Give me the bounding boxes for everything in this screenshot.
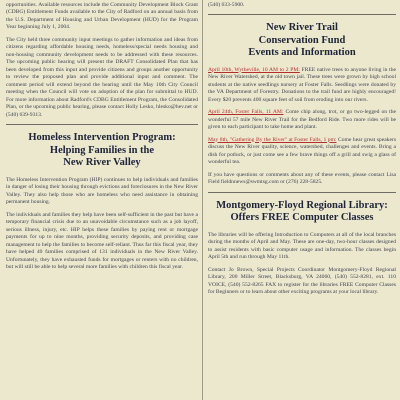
section-divider [208, 14, 396, 15]
event-trail-ride [208, 109, 396, 132]
intro-paragraph: opportunities. Available resources include the Community Development Block Grant (CDBG) Entitlement Funds available to the City of Radford on an annual basis from the U.S. Department of Housing and Urban Development (HUD) for the Program Year beginning July 1, 2004. [6, 1, 198, 30]
right-column [208, 0, 396, 400]
event-3-date: May 8th, "Gathering By the River" at Foster Falls, 1 pm: [208, 136, 337, 143]
trail-heading-line-1: New River Trail [266, 22, 338, 33]
trail-heading-line-3: Events and Information [248, 47, 356, 58]
hip-overview-paragraph: The Homeless Intervention Program (HIP) continues to help individuals and families in danger of losing their housing through evictions and foreclosures in the New River Valley. They also help those who are homeless who need assistance in obtaining permanent housing. [6, 176, 198, 205]
homeless-heading-line-3: New River Valley [63, 157, 141, 168]
event-1-text: FREE native trees to anyone living in the New River Watershed, at the old town jail. These trees were grown by high school students at the native seedlings nursery at Foster Falls. Seedlings were donated by the VA Department of Forestry. Donations to the trail fund are highly encouraged! Every $20 prevents 400 square feet of soil from eroding into our rivers. [208, 66, 396, 103]
library-heading-line-1: Montgomery-Floyd Regional Library: [216, 199, 388, 211]
library-classes-paragraph: The libraries will be offering Introduction to Computers at all of the local branches during the months of April and May. These are one-day, two-hour classes designed to assist residents with basic computer usage and information. The classes begin April 5th and run through May 11th. [208, 231, 396, 260]
event-1-date: April 10th, Wytheville, 10 AM to 2 PM: [208, 66, 300, 73]
section-divider [208, 192, 396, 193]
homeless-heading-line-2: Helping Families in the [49, 144, 155, 156]
hip-contact-fragment: (540) 633-5900. [208, 1, 245, 8]
homeless-heading-line-1: Homeless Intervention Program: [28, 132, 176, 143]
library-heading-line-2: Offers FREE Computer Classes [230, 212, 374, 223]
hip-eligibility-paragraph: The individuals and families they help have been self-sufficient in the past but have a temporary financial crisis due to an unavoidable circumstance such as a job layoff, serious illness, injury, etc. HIP helps these families by paying rent or mortgage payments for up to nine months, providing security deposits, and providing case management to help the families to become self-reliant. Thus far this fiscal year, they have helped 40 families comprised of 131 individuals in the New River Valley. Unfortunately, they have exhausted funds for mortgages or renters with no children, but will still be able to help several more families with children this fiscal year. [6, 211, 198, 270]
event-gathering [208, 137, 396, 167]
event-tree-giveaway [208, 67, 396, 105]
event-2-date: April 24th, Foster Falls, 11 AM: [208, 109, 284, 115]
library-heading [208, 200, 396, 225]
section-divider [6, 124, 198, 125]
event-3-text: Come hear great speakers discuss the New River quality, science, watershed, challenges and events. Bring a dish for potluck, or just come see a few brave things off a grill and swig a glass of wonderful tea. [208, 136, 396, 165]
public-hearing-paragraph: The City held three community input meetings to gather information and ideas from citizens regarding affordable housing needs, homeless/special needs housing and non-housing community development needs to be addressed with these resources. The upcoming public hearing will present the DRAFT Consolidated Plan that has been developed from this input and provide citizens and groups another opportunity to review the proposed plan and provide additional input and comment. The comment period will extend beyond the hearing until the May 10th City Council meeting when the Council will vote on adoption of the plan for submittal to HUD. For more information about Radford's CDBG Entitlement Program, the Consolidated Plan, or the upcoming public hearing, please contact Holly Lesko, hlesko@hev.net or (540) 639-9313. [6, 36, 198, 118]
trail-contact-paragraph: If you have questions or comments about any of these events, please contact Lisa Field fieldnnews@swmtsg.com or (276) 228-5825. [208, 171, 396, 185]
trail-heading-line-2: Conservation Fund [258, 34, 346, 46]
trail-events-heading [208, 22, 396, 60]
event-2-text: Come chip along, trot, or go two-legged on the wonderful 57 mile New River Trail for the Bedford Ride. Two more rides will be given to each participant to take home and plant. [208, 109, 396, 130]
library-contact-paragraph: Contact Jo Brown, Special Projects Coordinator Montgomery-Floyd Regional Library, 200 Miller Street, Blacksburg, VA 24060, (540) 552-8281, ext. 110 VOICE, (540) 552-8265 FAX to register for the libraries FREE Computer Classes for Beginners or to learn about other exciting programs at your local library. [208, 266, 396, 295]
left-column [6, 0, 198, 400]
column-divider [202, 0, 203, 400]
homeless-program-heading [6, 132, 198, 170]
